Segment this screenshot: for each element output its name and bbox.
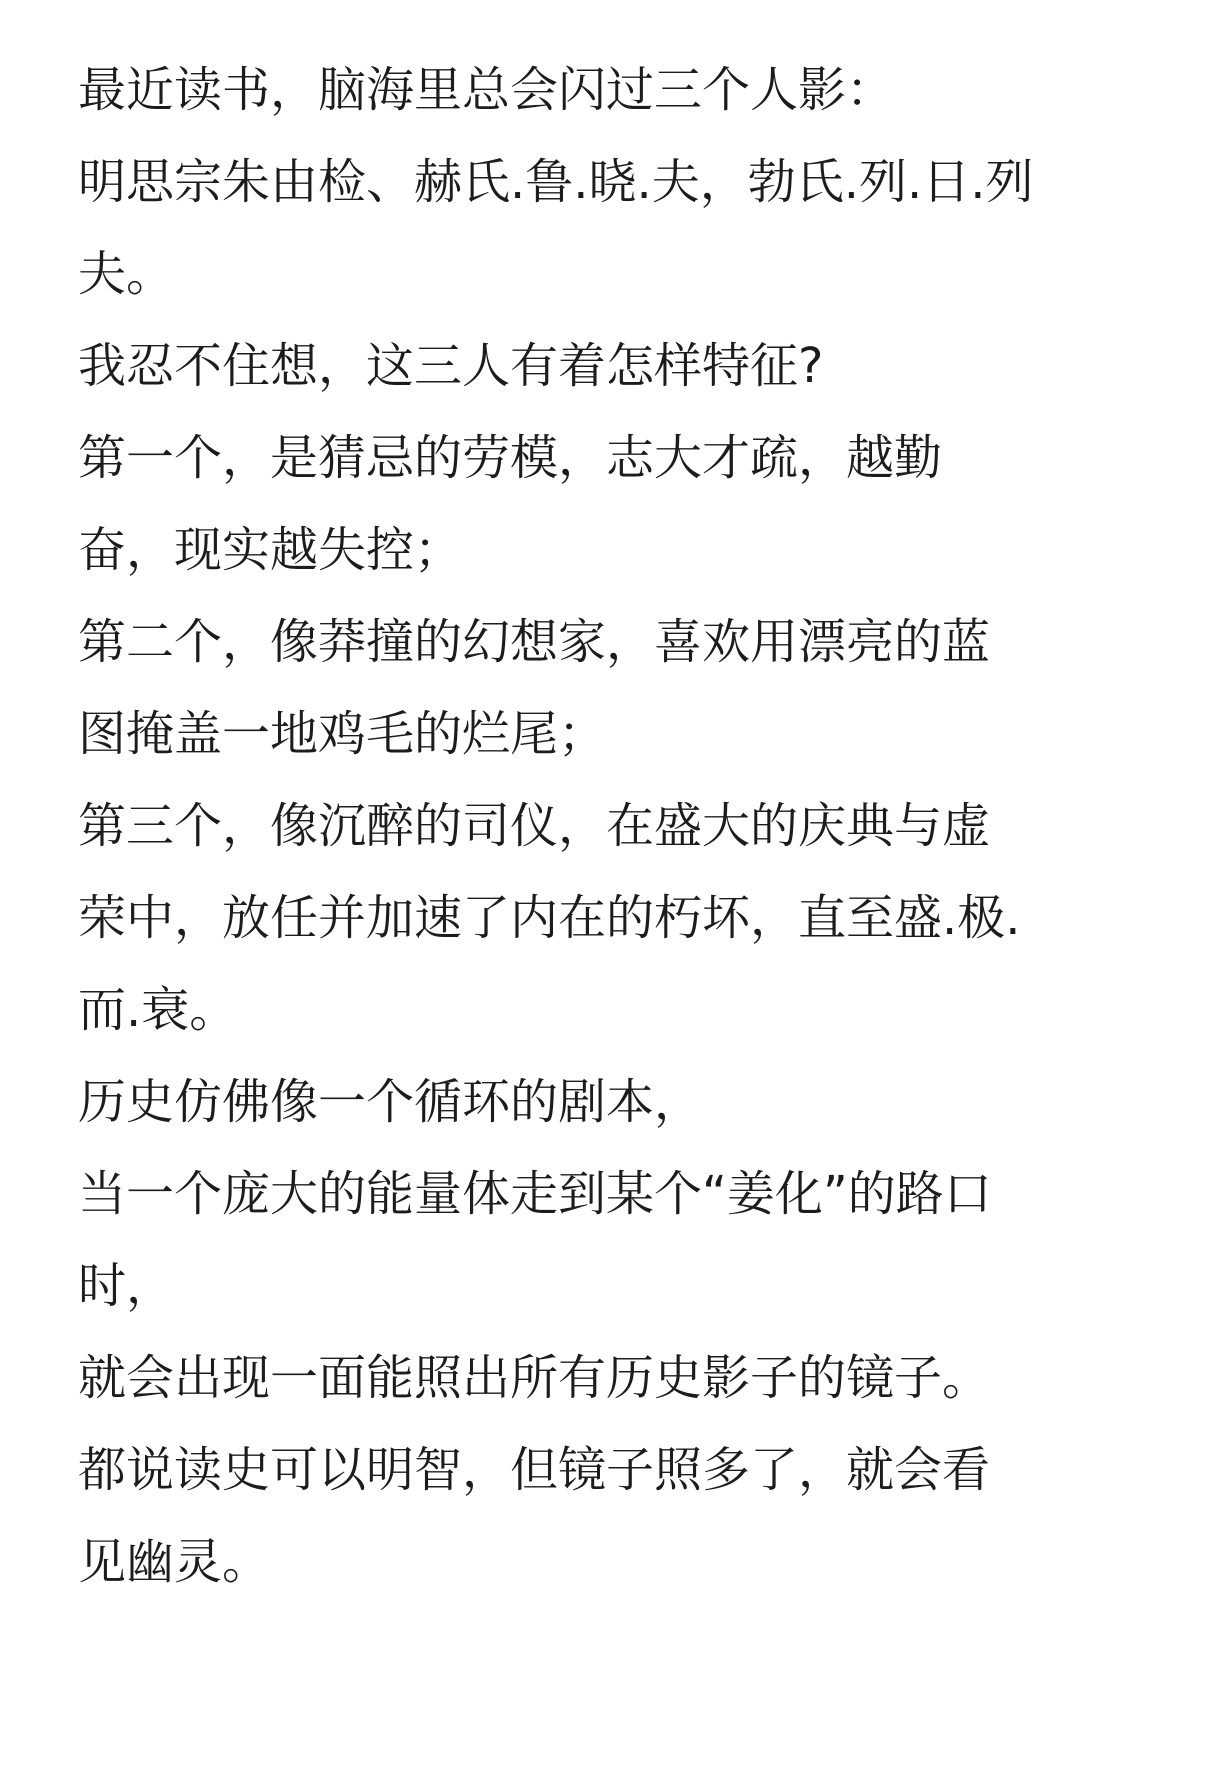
text-line-7: 第二个，像莽撞的幻想家，喜欢用漂亮的蓝: [78, 614, 991, 670]
text-line-10: 荣中，放任并加速了内在的朽坏，直至盛.极.: [78, 890, 1021, 946]
text-line-14: 时，: [78, 1258, 175, 1314]
text-line-15: 就会出现一面能照出所有历史影子的镜子。: [78, 1350, 991, 1406]
text-line-17: 见幽灵。: [78, 1534, 271, 1590]
article-body: [78, 44, 1138, 1608]
text-line-16: 都说读史可以明智，但镜子照多了，就会看: [78, 1442, 991, 1498]
text-line-8: 图掩盖一地鸡毛的烂尾；: [78, 706, 607, 762]
text-line-2: 明思宗朱由检、赫氏.鲁.晓.夫，勃氏.列.日.列: [78, 154, 1034, 210]
text-line-4: 我忍不住想，这三人有着怎样特征?: [78, 338, 824, 394]
text-line-12: 历史仿佛像一个循环的剧本，: [78, 1074, 703, 1130]
text-line-11: 而.衰。: [78, 982, 238, 1038]
text-line-5: 第一个，是猜忌的劳模，志大才疏，越勤: [78, 430, 943, 486]
text-line-13: 当一个庞大的能量体走到某个“姜化”的路口: [78, 1166, 992, 1222]
text-line-9: 第三个，像沉醉的司仪，在盛大的庆典与虚: [78, 798, 991, 854]
text-line-3: 夫。: [78, 246, 175, 302]
text-line-6: 奋，现实越失控；: [78, 522, 463, 578]
text-line-1: 最近读书，脑海里总会闪过三个人影：: [78, 62, 895, 118]
